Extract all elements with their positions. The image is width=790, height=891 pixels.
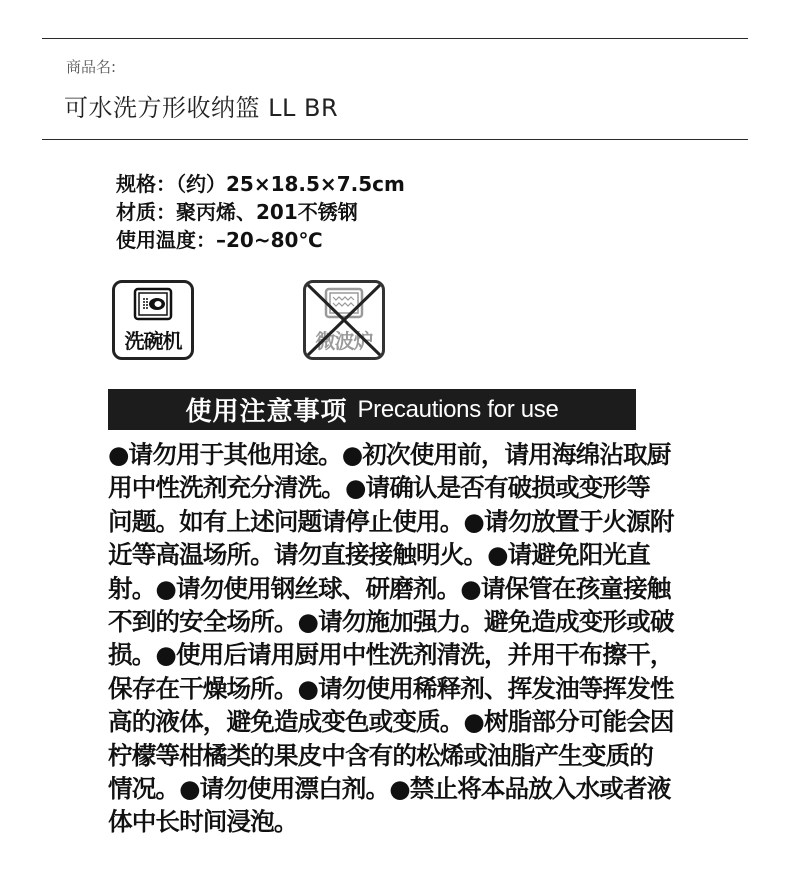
precaution-line: 损。●使用后请用厨用中性洗剂清洗，并用干布擦干， — [108, 640, 674, 670]
product-name-label: 商品名: — [66, 58, 117, 76]
header-divider — [42, 139, 748, 140]
product-name: 可水洗方形收纳篮 LL BR — [64, 94, 339, 122]
precaution-line: 射。●请勿使用钢丝球、研磨剂。●请保管在孩童接触 — [108, 573, 671, 603]
dishwasher-label: 洗碗机 — [124, 329, 182, 353]
precautions-text — [108, 438, 674, 839]
spec-size: 规格：（约）25×18.5×7.5cm — [116, 172, 405, 196]
microwave-badge — [303, 280, 385, 360]
precaution-line: 高的液体，避免造成变色或变质。●树脂部分可能会因 — [108, 707, 674, 737]
precaution-line: 体中长时间浸泡。 — [108, 807, 298, 837]
microwave-label: 微波炉 — [315, 329, 373, 353]
prohibited-cross-icon — [306, 283, 382, 357]
precaution-line: 不到的安全场所。●请勿施加强力。避免造成变形或破 — [108, 607, 674, 637]
precaution-line: 保存在干燥场所。●请勿使用稀释剂、挥发油等挥发性 — [108, 673, 674, 703]
spec-material: 材质：聚丙烯、201不锈钢 — [116, 200, 358, 224]
precaution-line: ●请勿用于其他用途。●初次使用前，请用海绵沾取厨 — [108, 440, 671, 469]
precautions-title-en: Precautions for use — [357, 395, 559, 423]
precaution-line: 情况。●请勿使用漂白剂。●禁止将本品放入水或者液 — [108, 774, 671, 804]
precaution-line: 近等高温场所。请勿直接接触明火。●请避免阳光直 — [108, 540, 650, 570]
precaution-line: 问题。如有上述问题请停止使用。●请勿放置于火源附 — [108, 506, 674, 536]
precautions-banner — [108, 389, 636, 430]
precaution-line: 用中性洗剂充分清洗。●请确认是否有破损或变形等 — [108, 473, 650, 503]
precaution-line: 柠檬等柑橘类的果皮中含有的松烯或油脂产生变质的 — [108, 740, 653, 770]
top-divider — [42, 38, 748, 39]
precautions-title-zh: 使用注意事项 — [185, 397, 348, 427]
spec-temperature: 使用温度：–20~80℃ — [116, 228, 323, 252]
dishwasher-badge — [112, 280, 194, 360]
spec-list — [116, 170, 405, 254]
